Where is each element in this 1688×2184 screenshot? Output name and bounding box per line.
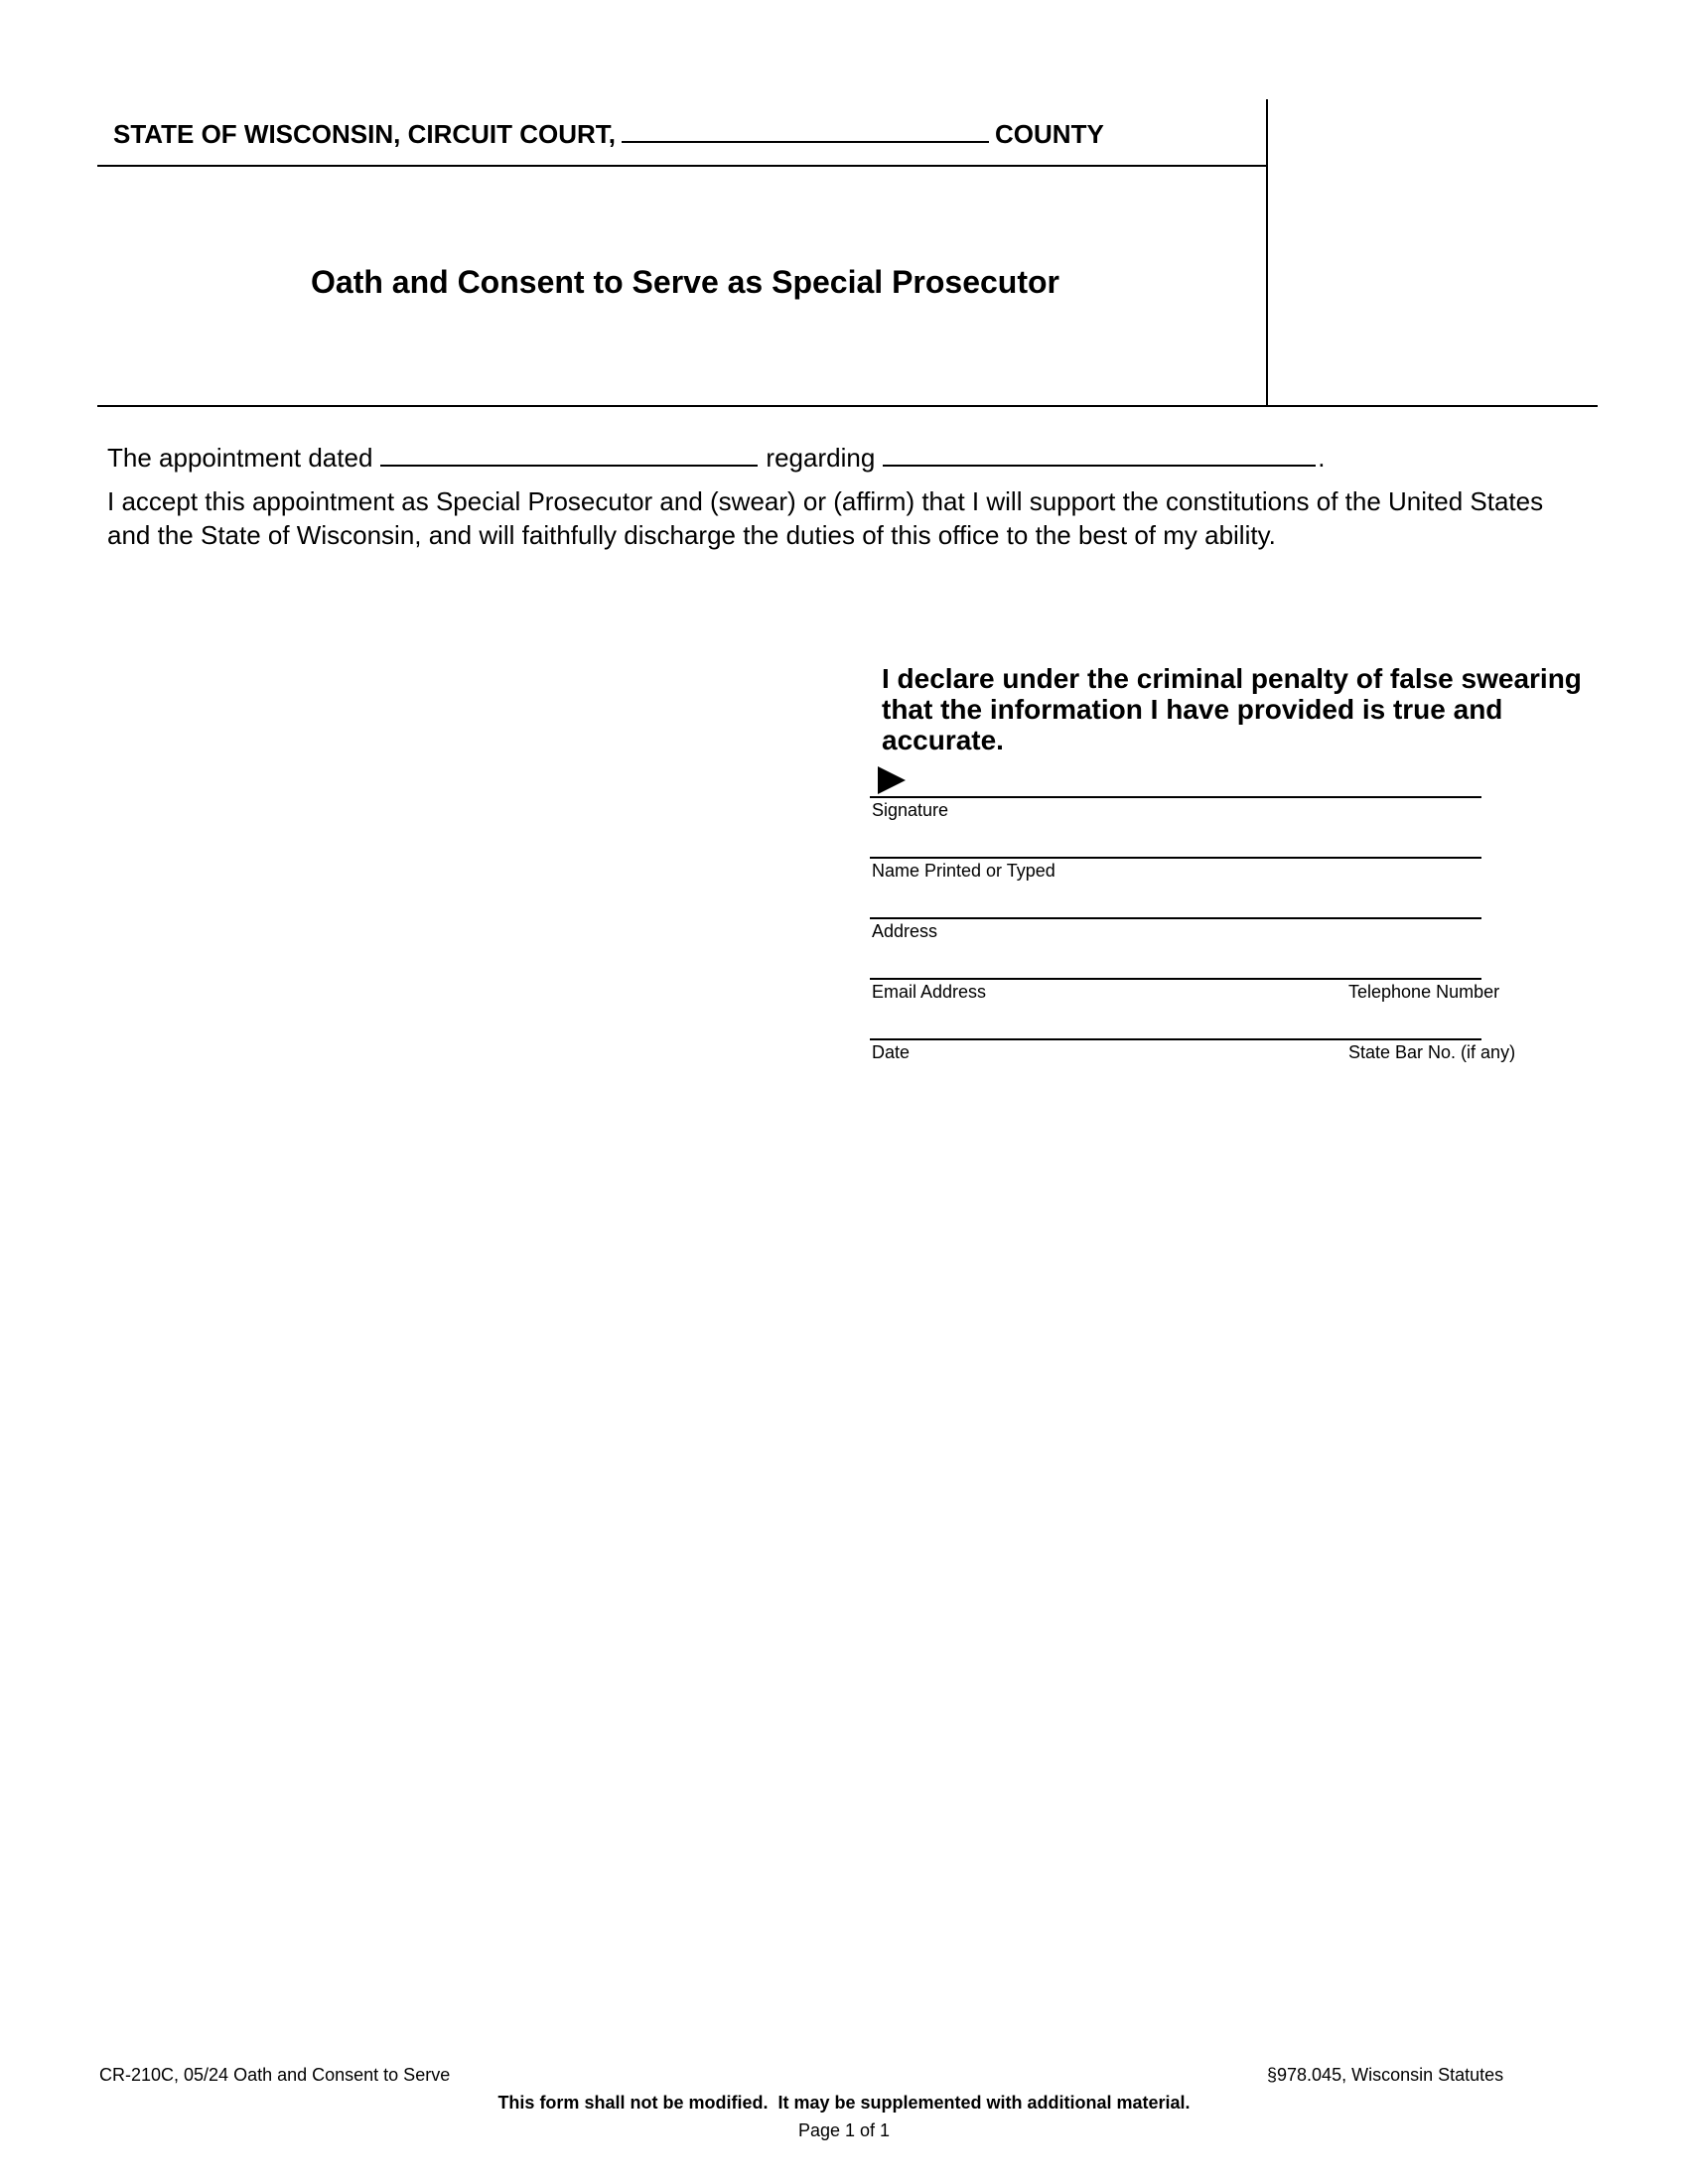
county-blank-field[interactable] bbox=[622, 119, 989, 143]
appointment-suffix: . bbox=[1318, 443, 1326, 473]
court-caption-prefix: STATE OF WISCONSIN, CIRCUIT COURT, bbox=[113, 119, 617, 149]
header-rule-bottom bbox=[97, 405, 1598, 407]
address-line[interactable] bbox=[870, 917, 1481, 919]
date-bar-line[interactable] bbox=[870, 1038, 1481, 1040]
court-caption bbox=[113, 119, 1104, 150]
email-telephone-line[interactable] bbox=[870, 978, 1481, 980]
email-label: Email Address bbox=[872, 982, 987, 1002]
name-label: Name Printed or Typed bbox=[872, 861, 1055, 881]
date-label: Date bbox=[872, 1042, 911, 1062]
court-caption-suffix: COUNTY bbox=[995, 119, 1104, 149]
header-rule-under-court bbox=[97, 165, 1267, 167]
appointment-line bbox=[107, 443, 1326, 474]
state-bar-label: State Bar No. (if any) bbox=[1348, 1042, 1516, 1062]
appointment-prefix: The appointment dated bbox=[107, 443, 373, 473]
declaration-statement: I declare under the criminal penalty of false swearing that the information I have provided is true and accurate. bbox=[882, 663, 1582, 755]
page-number: Page 1 of 1 bbox=[797, 2120, 891, 2140]
signature-line[interactable] bbox=[870, 796, 1481, 798]
signature-arrow-icon bbox=[878, 766, 906, 794]
oath-paragraph: I accept this appointment as Special Prosecutor and (swear) or (affirm) that I will support the constitutions of the United States and the State of Wisconsin, and will faithfully discharge the duties of this office to the best of my ability. bbox=[107, 486, 1544, 550]
modification-notice: This form shall not be modified. It may be supplemented with additional material. bbox=[497, 2093, 1191, 2113]
signature-label: Signature bbox=[872, 800, 949, 820]
statute-reference: §978.045, Wisconsin Statutes bbox=[1267, 2065, 1504, 2085]
address-label: Address bbox=[872, 921, 938, 941]
appointment-middle: regarding bbox=[766, 443, 876, 473]
appointment-regarding-field[interactable] bbox=[883, 443, 1316, 467]
name-line[interactable] bbox=[870, 857, 1481, 859]
form-id: CR-210C, 05/24 Oath and Consent to Serve bbox=[99, 2065, 451, 2085]
appointment-date-field[interactable] bbox=[380, 443, 758, 467]
telephone-label: Telephone Number bbox=[1348, 982, 1500, 1002]
header-divider-vertical bbox=[1266, 99, 1268, 405]
form-title: Oath and Consent to Serve as Special Prosecutor bbox=[311, 264, 1059, 300]
